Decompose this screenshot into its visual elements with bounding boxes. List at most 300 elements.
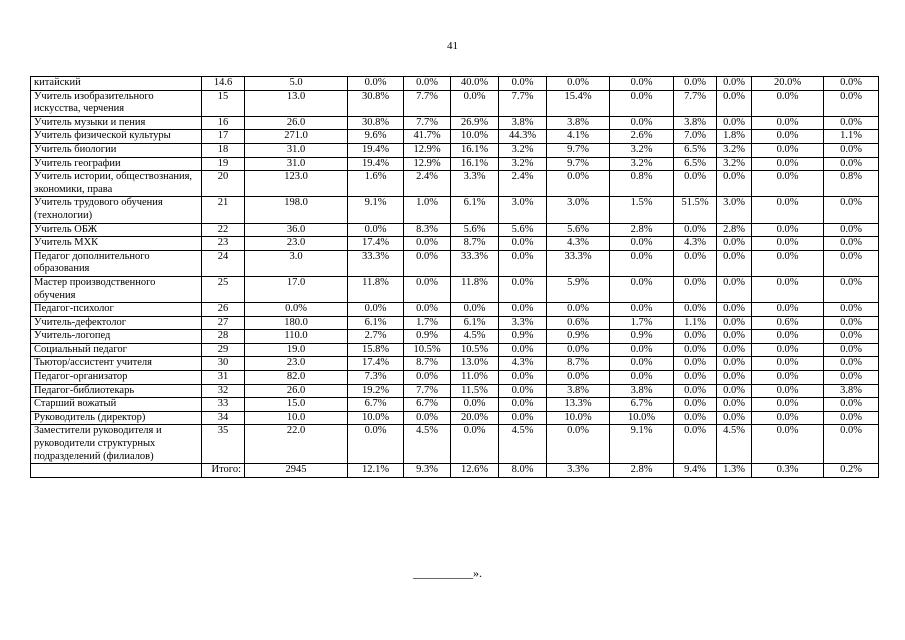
- position-name-cell: Учитель ОБЖ: [31, 223, 202, 237]
- percent-cell: 0.0%: [674, 357, 717, 371]
- count-cell: 31.0: [245, 157, 348, 171]
- percent-cell: 2.6%: [610, 130, 674, 144]
- percent-cell: 30.8%: [348, 116, 404, 130]
- percent-cell: 0.0%: [717, 276, 752, 302]
- percent-cell: 0.8%: [610, 171, 674, 197]
- position-name-cell: Старший вожатый: [31, 398, 202, 412]
- percent-cell: 1.1%: [824, 130, 879, 144]
- percent-cell: 0.0%: [404, 276, 451, 302]
- percent-cell: 0.0%: [824, 411, 879, 425]
- percent-cell: 0.0%: [824, 250, 879, 276]
- percent-cell: 4.5%: [499, 425, 547, 464]
- percent-cell: 0.9%: [547, 330, 610, 344]
- row-number-cell: 16: [202, 116, 245, 130]
- percent-cell: 15.4%: [547, 90, 610, 116]
- percent-cell: 0.0%: [717, 343, 752, 357]
- percent-cell: 4.3%: [499, 357, 547, 371]
- position-name-cell: Руководитель (директор): [31, 411, 202, 425]
- percent-cell: 7.7%: [404, 90, 451, 116]
- percent-cell: 2.8%: [717, 223, 752, 237]
- percent-cell: 11.0%: [451, 371, 499, 385]
- data-table: [30, 76, 879, 478]
- percent-cell: 6.7%: [348, 398, 404, 412]
- percent-cell: 0.0%: [717, 357, 752, 371]
- percent-cell: 0.0%: [752, 425, 824, 464]
- row-number-cell: 31: [202, 371, 245, 385]
- row-number-cell: 30: [202, 357, 245, 371]
- percent-cell: 3.8%: [547, 116, 610, 130]
- total-percent-cell: 1.3%: [717, 464, 752, 478]
- percent-cell: 0.0%: [824, 276, 879, 302]
- percent-cell: 13.0%: [451, 357, 499, 371]
- total-percent-cell: 0.2%: [824, 464, 879, 478]
- percent-cell: 13.3%: [547, 398, 610, 412]
- percent-cell: 0.0%: [348, 77, 404, 91]
- percent-cell: 0.0%: [752, 276, 824, 302]
- percent-cell: 9.1%: [348, 197, 404, 223]
- percent-cell: 0.0%: [404, 303, 451, 317]
- percent-cell: 20.0%: [451, 411, 499, 425]
- percent-cell: 4.1%: [547, 130, 610, 144]
- count-cell: 271.0: [245, 130, 348, 144]
- percent-cell: 6.1%: [348, 316, 404, 330]
- percent-cell: 0.0%: [752, 143, 824, 157]
- row-number-cell: 21: [202, 197, 245, 223]
- percent-cell: 0.0%: [717, 330, 752, 344]
- position-name-cell: Учитель МХК: [31, 237, 202, 251]
- percent-cell: 2.4%: [499, 171, 547, 197]
- table-row: [31, 237, 879, 251]
- total-percent-cell: 8.0%: [499, 464, 547, 478]
- row-number-cell: 32: [202, 384, 245, 398]
- row-number-cell: 14.6: [202, 77, 245, 91]
- table-row: [31, 330, 879, 344]
- percent-cell: 0.0%: [674, 303, 717, 317]
- table-row: [31, 197, 879, 223]
- position-name-cell: Социальный педагог: [31, 343, 202, 357]
- percent-cell: 0.0%: [674, 171, 717, 197]
- percent-cell: 0.0%: [348, 303, 404, 317]
- percent-cell: 0.0%: [499, 411, 547, 425]
- percent-cell: 4.3%: [674, 237, 717, 251]
- percent-cell: 2.4%: [404, 171, 451, 197]
- percent-cell: 1.7%: [404, 316, 451, 330]
- table-row: [31, 130, 879, 144]
- percent-cell: 0.0%: [824, 425, 879, 464]
- percent-cell: 10.0%: [451, 130, 499, 144]
- percent-cell: 7.7%: [499, 90, 547, 116]
- percent-cell: 0.0%: [752, 384, 824, 398]
- percent-cell: 3.3%: [499, 316, 547, 330]
- percent-cell: 33.3%: [348, 250, 404, 276]
- position-name-cell: Мастер производственного обучения: [31, 276, 202, 302]
- percent-cell: 0.0%: [752, 223, 824, 237]
- percent-cell: 0.8%: [824, 171, 879, 197]
- percent-cell: 19.4%: [348, 143, 404, 157]
- percent-cell: 10.0%: [547, 411, 610, 425]
- percent-cell: 0.0%: [752, 197, 824, 223]
- percent-cell: 0.0%: [752, 90, 824, 116]
- position-name-cell: Учитель-дефектолог: [31, 316, 202, 330]
- position-name-cell: китайский: [31, 77, 202, 91]
- row-number-cell: 26: [202, 303, 245, 317]
- percent-cell: 3.2%: [717, 157, 752, 171]
- count-cell: 36.0: [245, 223, 348, 237]
- row-number-cell: 25: [202, 276, 245, 302]
- percent-cell: 0.0%: [547, 371, 610, 385]
- percent-cell: 0.0%: [824, 143, 879, 157]
- percent-cell: 0.0%: [451, 90, 499, 116]
- percent-cell: 0.0%: [717, 303, 752, 317]
- percent-cell: 0.0%: [752, 357, 824, 371]
- percent-cell: 0.0%: [499, 371, 547, 385]
- percent-cell: 41.7%: [404, 130, 451, 144]
- percent-cell: 0.0%: [404, 250, 451, 276]
- percent-cell: 0.0%: [610, 250, 674, 276]
- count-cell: 22.0: [245, 425, 348, 464]
- percent-cell: 3.8%: [499, 116, 547, 130]
- percent-cell: 9.1%: [610, 425, 674, 464]
- table-row: [31, 143, 879, 157]
- percent-cell: 0.0%: [824, 237, 879, 251]
- percent-cell: 26.9%: [451, 116, 499, 130]
- percent-cell: 0.0%: [717, 250, 752, 276]
- percent-cell: 0.0%: [610, 116, 674, 130]
- row-number-cell: 24: [202, 250, 245, 276]
- percent-cell: 0.0%: [547, 77, 610, 91]
- percent-cell: 8.7%: [451, 237, 499, 251]
- percent-cell: 0.0%: [404, 237, 451, 251]
- percent-cell: 4.5%: [451, 330, 499, 344]
- percent-cell: 1.7%: [610, 316, 674, 330]
- total-empty-cell: [31, 464, 202, 478]
- percent-cell: 7.7%: [404, 384, 451, 398]
- row-number-cell: 27: [202, 316, 245, 330]
- position-name-cell: Заместители руководителя и руководители структурных подразделений (филиалов): [31, 425, 202, 464]
- percent-cell: 0.0%: [824, 157, 879, 171]
- position-name-cell: Учитель-логопед: [31, 330, 202, 344]
- percent-cell: 0.0%: [610, 90, 674, 116]
- percent-cell: 3.8%: [674, 116, 717, 130]
- percent-cell: 0.0%: [674, 223, 717, 237]
- percent-cell: 10.0%: [348, 411, 404, 425]
- total-count-cell: 2945: [245, 464, 348, 478]
- percent-cell: 3.2%: [610, 143, 674, 157]
- table-row: [31, 223, 879, 237]
- percent-cell: 1.0%: [404, 197, 451, 223]
- percent-cell: 19.2%: [348, 384, 404, 398]
- position-name-cell: Учитель музыки и пения: [31, 116, 202, 130]
- percent-cell: 19.4%: [348, 157, 404, 171]
- percent-cell: 10.5%: [451, 343, 499, 357]
- percent-cell: 11.8%: [348, 276, 404, 302]
- percent-cell: 0.0%: [674, 250, 717, 276]
- percent-cell: 0.0%: [547, 303, 610, 317]
- percent-cell: 6.7%: [404, 398, 451, 412]
- position-name-cell: Педагог-психолог: [31, 303, 202, 317]
- percent-cell: 0.0%: [451, 398, 499, 412]
- count-cell: 19.0: [245, 343, 348, 357]
- table-row: [31, 250, 879, 276]
- total-percent-cell: 12.1%: [348, 464, 404, 478]
- percent-cell: 0.0%: [824, 343, 879, 357]
- percent-cell: 0.0%: [610, 371, 674, 385]
- percent-cell: 0.0%: [451, 303, 499, 317]
- table-row: [31, 357, 879, 371]
- total-percent-cell: 9.4%: [674, 464, 717, 478]
- count-cell: 0.0%: [245, 303, 348, 317]
- table-row: [31, 303, 879, 317]
- percent-cell: 4.5%: [717, 425, 752, 464]
- count-cell: 26.0: [245, 384, 348, 398]
- percent-cell: 0.0%: [404, 371, 451, 385]
- position-name-cell: Учитель трудового обучения (технологии): [31, 197, 202, 223]
- percent-cell: 20.0%: [752, 77, 824, 91]
- percent-cell: 3.2%: [717, 143, 752, 157]
- percent-cell: 0.0%: [824, 303, 879, 317]
- percent-cell: 5.6%: [451, 223, 499, 237]
- total-percent-cell: 3.3%: [547, 464, 610, 478]
- percent-cell: 0.0%: [674, 276, 717, 302]
- percent-cell: 0.0%: [547, 425, 610, 464]
- data-table-wrapper: [30, 76, 878, 478]
- closing-quote-line: __________».: [413, 566, 482, 580]
- count-cell: 10.0: [245, 411, 348, 425]
- percent-cell: 0.0%: [752, 330, 824, 344]
- percent-cell: 0.0%: [752, 411, 824, 425]
- percent-cell: 6.1%: [451, 316, 499, 330]
- percent-cell: 1.1%: [674, 316, 717, 330]
- count-cell: 5.0: [245, 77, 348, 91]
- row-number-cell: 33: [202, 398, 245, 412]
- percent-cell: 0.0%: [752, 343, 824, 357]
- percent-cell: 0.0%: [752, 371, 824, 385]
- percent-cell: 0.0%: [752, 171, 824, 197]
- percent-cell: 0.0%: [499, 77, 547, 91]
- percent-cell: 16.1%: [451, 157, 499, 171]
- percent-cell: 9.6%: [348, 130, 404, 144]
- row-number-cell: 19: [202, 157, 245, 171]
- count-cell: 110.0: [245, 330, 348, 344]
- total-percent-cell: 2.8%: [610, 464, 674, 478]
- table-row: [31, 316, 879, 330]
- row-number-cell: 18: [202, 143, 245, 157]
- percent-cell: 0.9%: [404, 330, 451, 344]
- percent-cell: 0.0%: [824, 223, 879, 237]
- percent-cell: 10.5%: [404, 343, 451, 357]
- table-row: [31, 171, 879, 197]
- percent-cell: 0.0%: [752, 237, 824, 251]
- percent-cell: 6.7%: [610, 398, 674, 412]
- count-cell: 26.0: [245, 116, 348, 130]
- percent-cell: 15.8%: [348, 343, 404, 357]
- table-row: [31, 77, 879, 91]
- table-row: [31, 90, 879, 116]
- percent-cell: 0.0%: [404, 77, 451, 91]
- percent-cell: 6.1%: [451, 197, 499, 223]
- percent-cell: 0.0%: [717, 237, 752, 251]
- percent-cell: 9.7%: [547, 143, 610, 157]
- percent-cell: 0.0%: [348, 223, 404, 237]
- percent-cell: 0.0%: [752, 130, 824, 144]
- percent-cell: 0.0%: [717, 90, 752, 116]
- position-name-cell: Тьютор/ассистент учителя: [31, 357, 202, 371]
- percent-cell: 0.0%: [824, 398, 879, 412]
- percent-cell: 2.8%: [610, 223, 674, 237]
- percent-cell: 3.2%: [610, 157, 674, 171]
- count-cell: 15.0: [245, 398, 348, 412]
- row-number-cell: 23: [202, 237, 245, 251]
- percent-cell: 3.8%: [547, 384, 610, 398]
- percent-cell: 0.0%: [752, 116, 824, 130]
- percent-cell: 0.0%: [752, 398, 824, 412]
- table-row: [31, 384, 879, 398]
- percent-cell: 0.0%: [717, 384, 752, 398]
- percent-cell: 0.0%: [752, 157, 824, 171]
- position-name-cell: Педагог-библиотекарь: [31, 384, 202, 398]
- percent-cell: 3.0%: [717, 197, 752, 223]
- count-cell: 13.0: [245, 90, 348, 116]
- total-row: [31, 464, 879, 478]
- percent-cell: 11.5%: [451, 384, 499, 398]
- percent-cell: 0.0%: [824, 330, 879, 344]
- percent-cell: 30.8%: [348, 90, 404, 116]
- percent-cell: 0.0%: [717, 371, 752, 385]
- table-row: [31, 398, 879, 412]
- row-number-cell: 28: [202, 330, 245, 344]
- percent-cell: 0.0%: [499, 237, 547, 251]
- percent-cell: 17.4%: [348, 237, 404, 251]
- percent-cell: 0.0%: [824, 90, 879, 116]
- row-number-cell: 29: [202, 343, 245, 357]
- total-percent-cell: 12.6%: [451, 464, 499, 478]
- count-cell: 23.0: [245, 237, 348, 251]
- count-cell: 123.0: [245, 171, 348, 197]
- table-row: [31, 276, 879, 302]
- position-name-cell: Учитель истории, обществознания, экономики, права: [31, 171, 202, 197]
- percent-cell: 0.0%: [451, 425, 499, 464]
- percent-cell: 7.0%: [674, 130, 717, 144]
- percent-cell: 40.0%: [451, 77, 499, 91]
- row-number-cell: 15: [202, 90, 245, 116]
- percent-cell: 4.3%: [547, 237, 610, 251]
- percent-cell: 0.0%: [824, 77, 879, 91]
- percent-cell: 0.0%: [547, 171, 610, 197]
- percent-cell: 0.0%: [610, 237, 674, 251]
- row-number-cell: 34: [202, 411, 245, 425]
- percent-cell: 0.0%: [547, 343, 610, 357]
- percent-cell: 3.8%: [824, 384, 879, 398]
- percent-cell: 0.0%: [674, 398, 717, 412]
- percent-cell: 16.1%: [451, 143, 499, 157]
- percent-cell: 0.0%: [404, 411, 451, 425]
- position-name-cell: Учитель географии: [31, 157, 202, 171]
- percent-cell: 3.0%: [547, 197, 610, 223]
- table-row: [31, 343, 879, 357]
- count-cell: 82.0: [245, 371, 348, 385]
- percent-cell: 8.7%: [547, 357, 610, 371]
- percent-cell: 11.8%: [451, 276, 499, 302]
- percent-cell: 3.3%: [451, 171, 499, 197]
- percent-cell: 0.0%: [824, 316, 879, 330]
- count-cell: 3.0: [245, 250, 348, 276]
- row-number-cell: 22: [202, 223, 245, 237]
- percent-cell: 33.3%: [451, 250, 499, 276]
- row-number-cell: 35: [202, 425, 245, 464]
- percent-cell: 0.0%: [717, 116, 752, 130]
- position-name-cell: Педагог дополнительного образования: [31, 250, 202, 276]
- percent-cell: 0.0%: [674, 384, 717, 398]
- percent-cell: 1.6%: [348, 171, 404, 197]
- percent-cell: 0.0%: [610, 357, 674, 371]
- count-cell: 198.0: [245, 197, 348, 223]
- count-cell: 31.0: [245, 143, 348, 157]
- percent-cell: 0.0%: [499, 384, 547, 398]
- percent-cell: 7.3%: [348, 371, 404, 385]
- percent-cell: 5.9%: [547, 276, 610, 302]
- percent-cell: 1.5%: [610, 197, 674, 223]
- percent-cell: 8.3%: [404, 223, 451, 237]
- count-cell: 17.0: [245, 276, 348, 302]
- percent-cell: 0.0%: [752, 303, 824, 317]
- percent-cell: 3.8%: [610, 384, 674, 398]
- row-number-cell: 20: [202, 171, 245, 197]
- percent-cell: 8.7%: [404, 357, 451, 371]
- count-cell: 180.0: [245, 316, 348, 330]
- percent-cell: 33.3%: [547, 250, 610, 276]
- percent-cell: 0.0%: [824, 357, 879, 371]
- percent-cell: 44.3%: [499, 130, 547, 144]
- percent-cell: 0.0%: [674, 330, 717, 344]
- percent-cell: 12.9%: [404, 157, 451, 171]
- table-row: [31, 371, 879, 385]
- table-row: [31, 411, 879, 425]
- total-percent-cell: 9.3%: [404, 464, 451, 478]
- percent-cell: 0.0%: [610, 77, 674, 91]
- percent-cell: 6.5%: [674, 143, 717, 157]
- percent-cell: 1.8%: [717, 130, 752, 144]
- row-number-cell: 17: [202, 130, 245, 144]
- percent-cell: 5.6%: [499, 223, 547, 237]
- percent-cell: 0.0%: [674, 343, 717, 357]
- percent-cell: 3.2%: [499, 157, 547, 171]
- percent-cell: 0.0%: [824, 371, 879, 385]
- percent-cell: 0.0%: [717, 171, 752, 197]
- percent-cell: 0.9%: [610, 330, 674, 344]
- percent-cell: 0.0%: [824, 116, 879, 130]
- percent-cell: 5.6%: [547, 223, 610, 237]
- percent-cell: 0.0%: [348, 425, 404, 464]
- percent-cell: 2.7%: [348, 330, 404, 344]
- percent-cell: 0.0%: [610, 343, 674, 357]
- count-cell: 23.0: [245, 357, 348, 371]
- percent-cell: 0.0%: [499, 343, 547, 357]
- percent-cell: 0.0%: [752, 250, 824, 276]
- percent-cell: 0.6%: [547, 316, 610, 330]
- percent-cell: 6.5%: [674, 157, 717, 171]
- percent-cell: 0.0%: [610, 303, 674, 317]
- position-name-cell: Педагог-организатор: [31, 371, 202, 385]
- percent-cell: 3.2%: [499, 143, 547, 157]
- total-percent-cell: 0.3%: [752, 464, 824, 478]
- percent-cell: 0.0%: [674, 425, 717, 464]
- table-row: [31, 116, 879, 130]
- table-row: [31, 157, 879, 171]
- percent-cell: 0.0%: [499, 276, 547, 302]
- position-name-cell: Учитель биологии: [31, 143, 202, 157]
- percent-cell: 0.0%: [499, 398, 547, 412]
- percent-cell: 0.0%: [499, 303, 547, 317]
